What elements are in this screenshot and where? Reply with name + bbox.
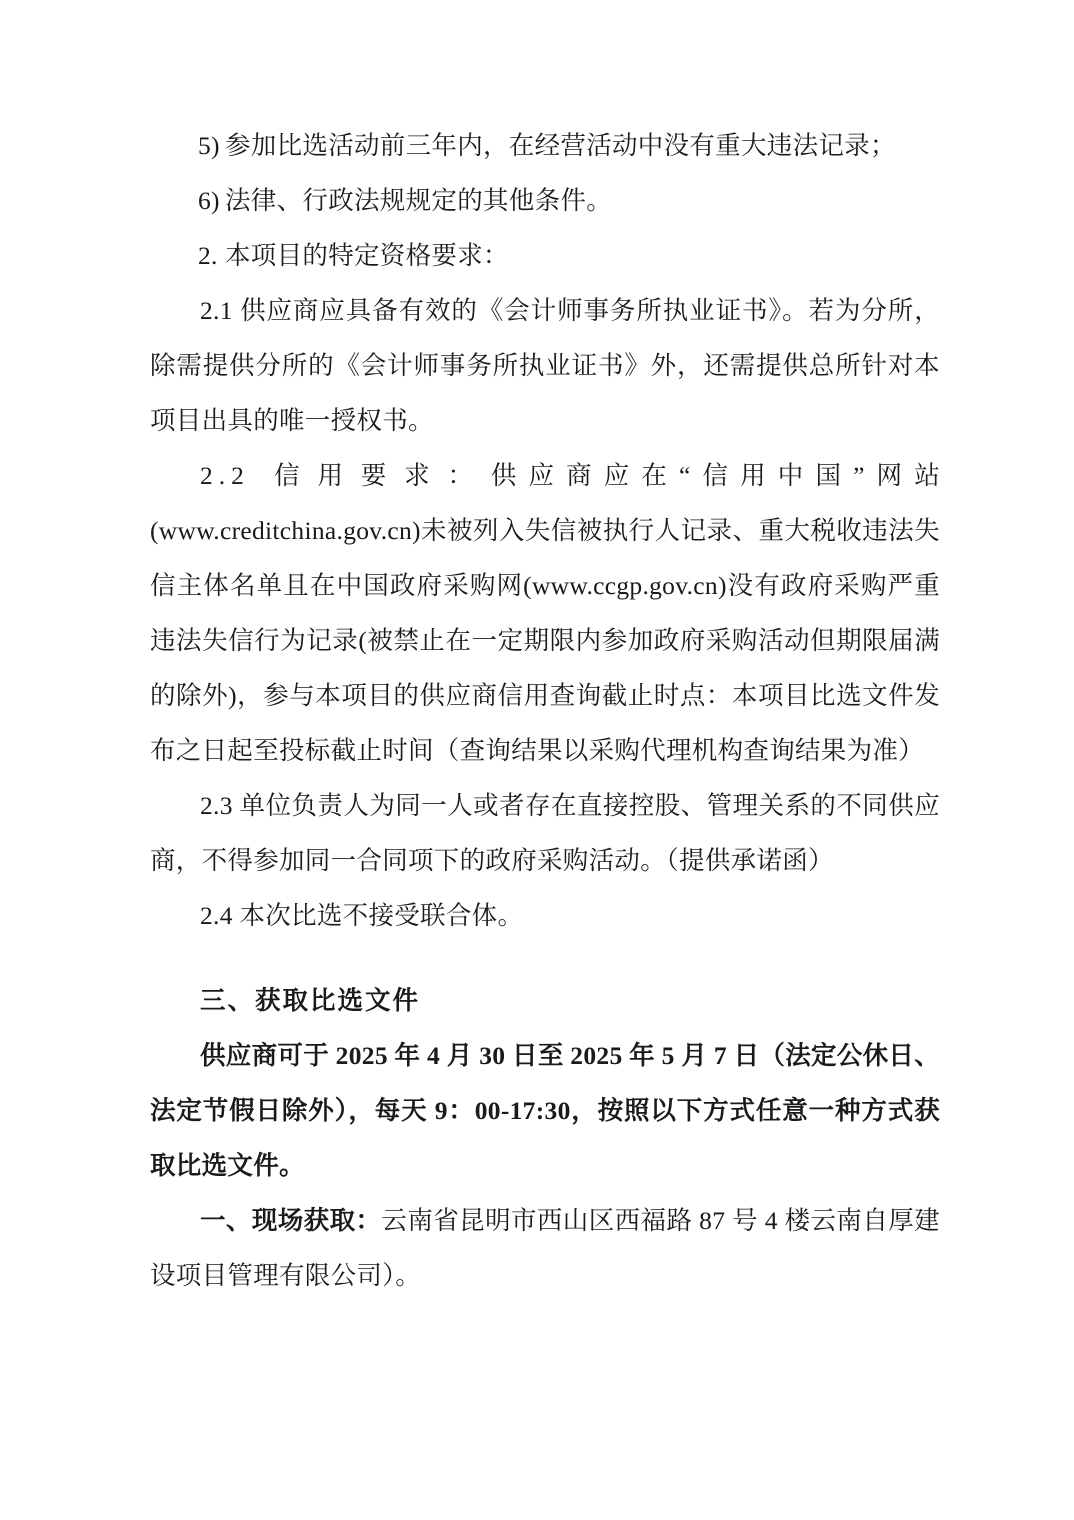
- section-spacer: [150, 943, 940, 973]
- paragraph-3-2-lead: 一、现场获取：: [200, 1206, 382, 1235]
- section-heading-3: 三、获取比选文件: [200, 986, 421, 1015]
- list-item: [150, 228, 940, 283]
- list-item-text: 本项目的特定资格要求：: [225, 241, 509, 270]
- document-body: [150, 118, 940, 1303]
- list-item-marker: 2.: [198, 241, 218, 270]
- list-item: [150, 173, 940, 228]
- list-item-text: 法律、行政法规规定的其他条件。: [225, 186, 613, 215]
- paragraph-2-2-lead: 2.2 信用要求：: [200, 461, 491, 490]
- list-item-marker: 5): [198, 131, 220, 160]
- paragraph-2-3: 2.3 单位负责人为同一人或者存在直接控股、管理关系的不同供应商，不得参加同一合同项下的政府采购活动。（提供承诺函）: [150, 791, 940, 875]
- paragraph-2-2-rest: 供应商应在“信用中国”网站(www.creditchina.gov.cn)未被列入失信被执行人记录、重大税收违法失信主体名单且在中国政府采购网(www.ccgp.gov.cn)没有政府采购严重违法失信行为记录(被禁止在一定期限内参加政府采购活动但期限届满的除外)，参与本项目的供应商信用查询截止时点：本项目比选文件发布之日起至投标截止时间（查询结果以采购代理机构查询结果为准）: [150, 461, 940, 765]
- list-item: [150, 118, 940, 173]
- list-item-marker: 6): [198, 186, 220, 215]
- paragraph-3-2-rest: 云南省昆明市西山区西福路 87 号 4 楼云南自厚建设项目管理有限公司）。: [150, 1206, 940, 1290]
- paragraph-2-4: 2.4 本次比选不接受联合体。: [200, 901, 524, 930]
- paragraph-2-2: [150, 448, 940, 778]
- paragraph-2-1: 2.1 供应商应具备有效的《会计师事务所执业证书》。若为分所，除需提供分所的《会计师事务所执业证书》外，还需提供总所针对本项目出具的唯一授权书。: [150, 296, 940, 435]
- paragraph-3-1: 供应商可于 2025 年 4 月 30 日至 2025 年 5 月 7 日（法定公休日、法定节假日除外），每天 9：00-17:30，按照以下方式任意一种方式获取比选文件。: [150, 1041, 940, 1180]
- paragraph-3-2: [150, 1193, 940, 1303]
- list-item-text: 参加比选活动前三年内，在经营活动中没有重大违法记录；: [225, 131, 896, 160]
